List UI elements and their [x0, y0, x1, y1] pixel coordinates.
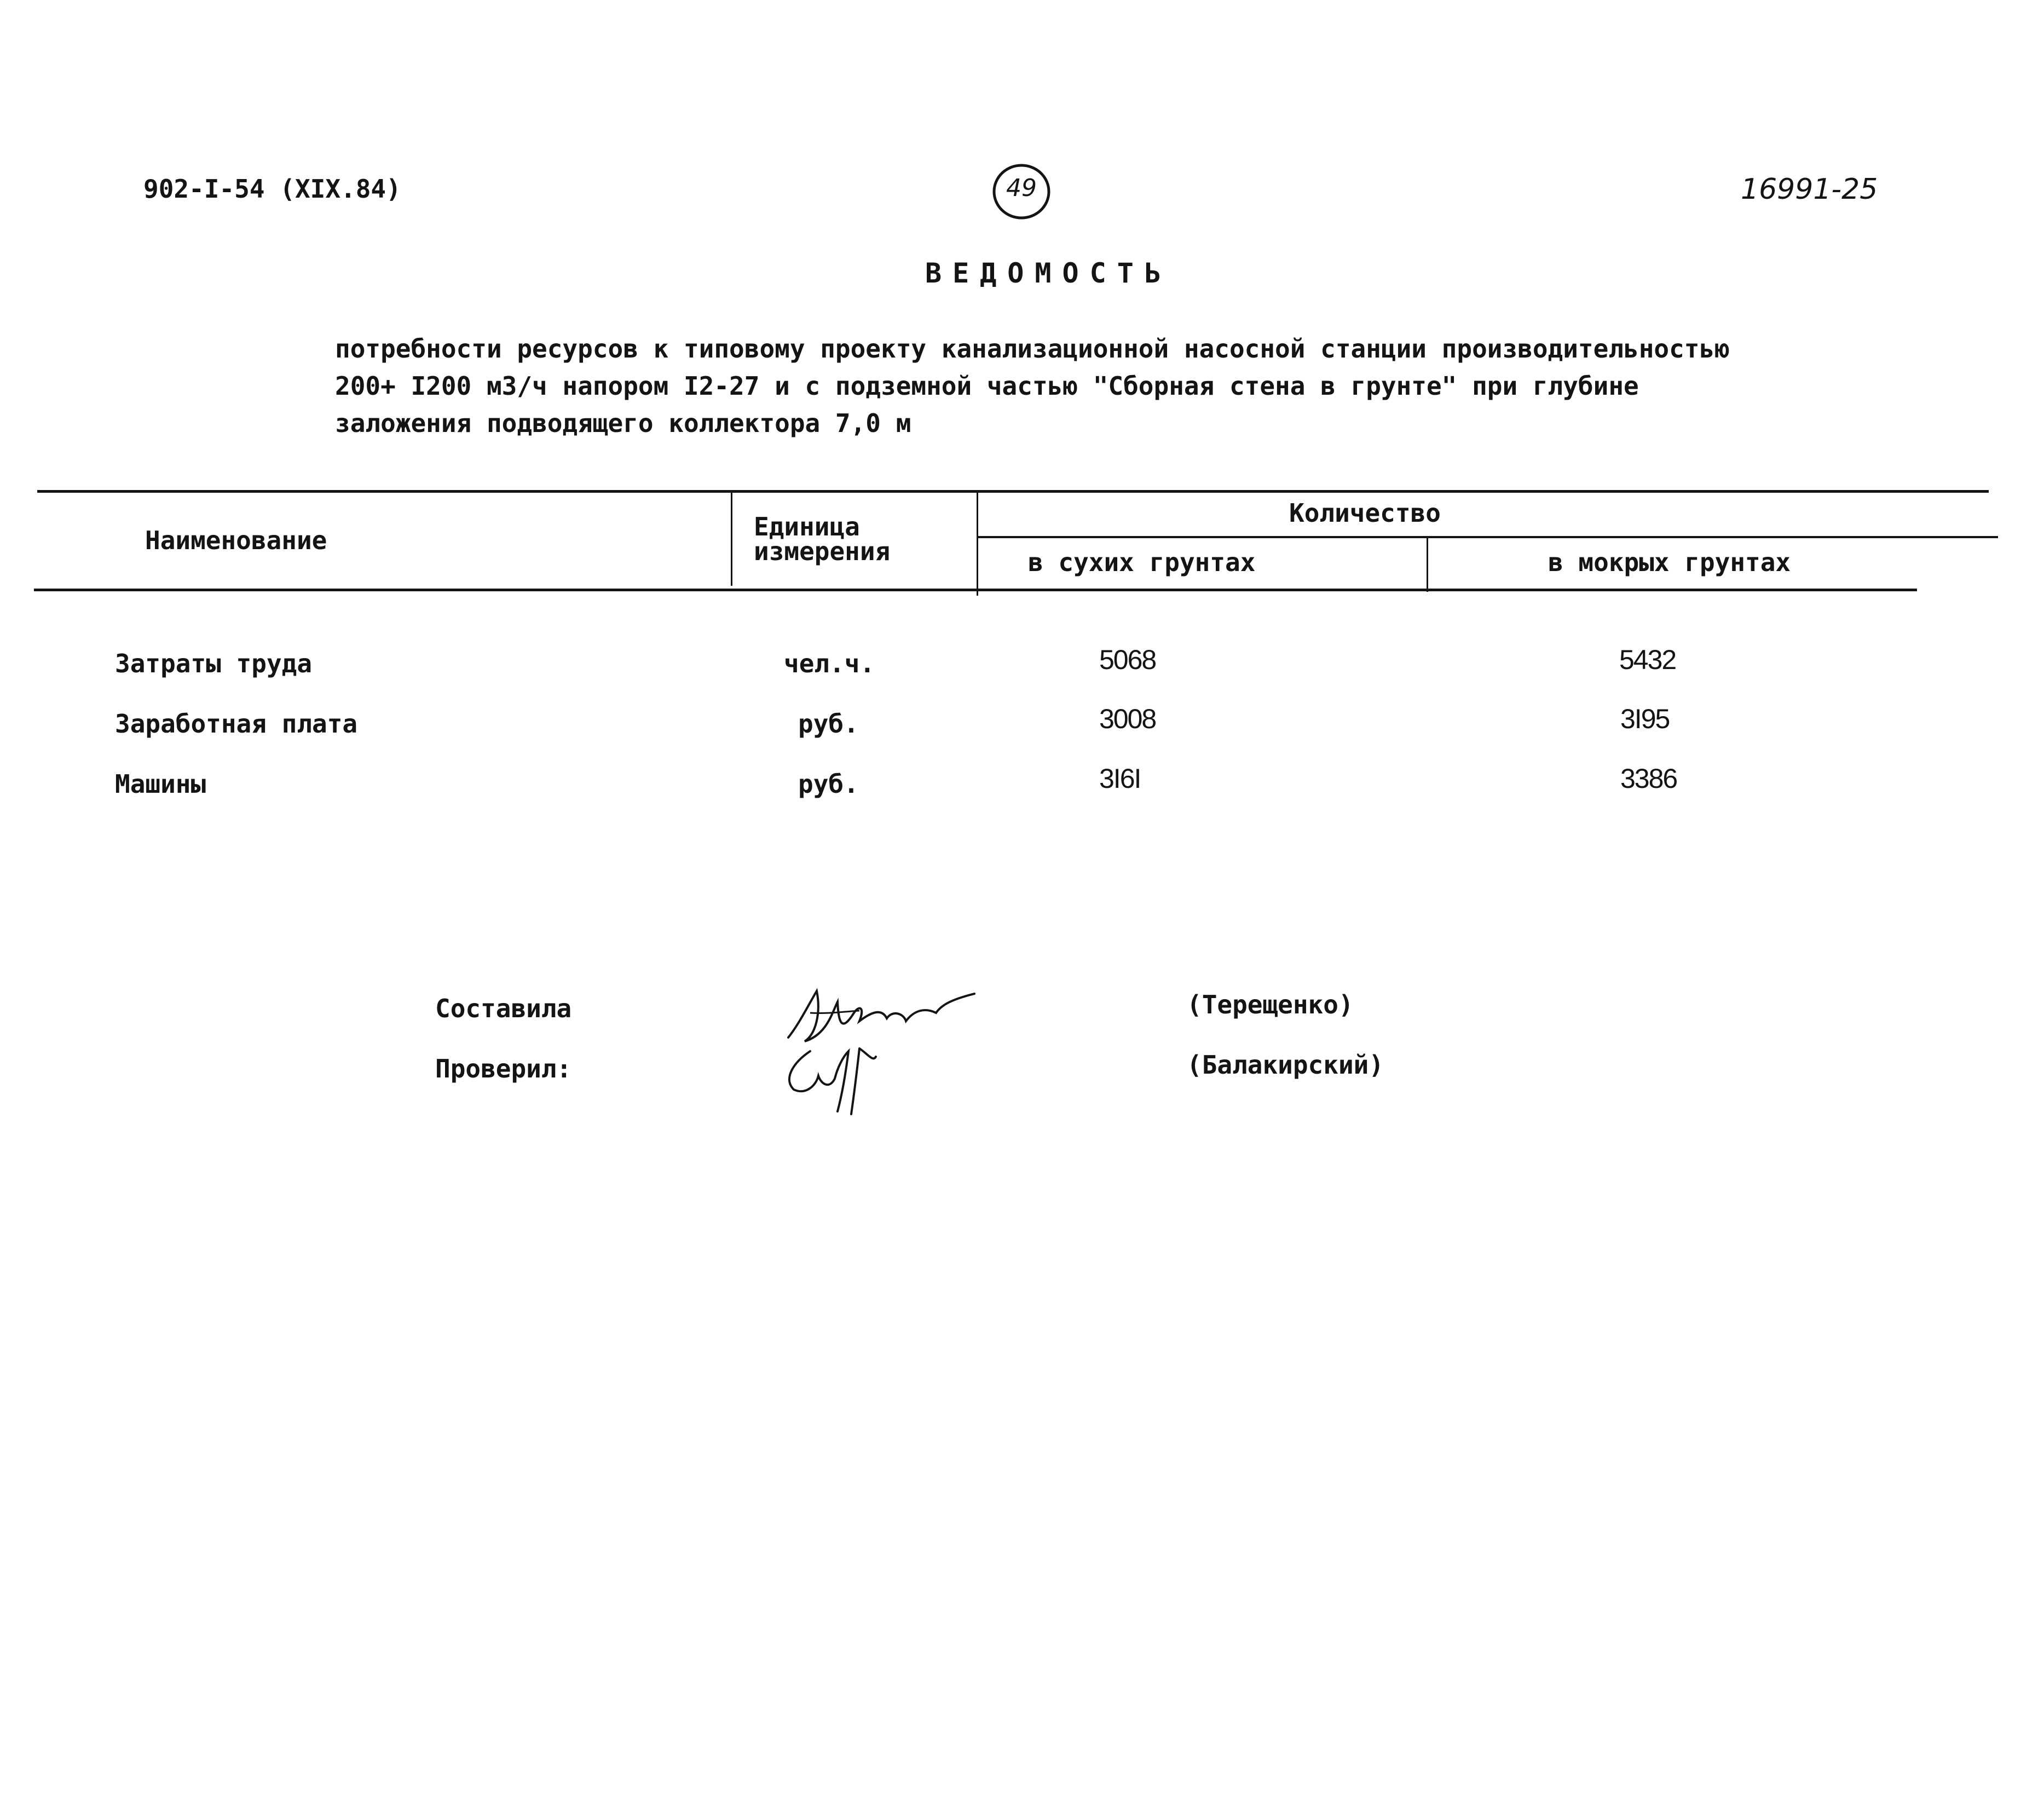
page-number: 49 — [1006, 174, 1037, 202]
column-header-wet: в мокрых грунтах — [1548, 547, 1791, 577]
column-divider-wet — [1427, 537, 1428, 592]
description-line-1: потребности ресурсов к типовому проекту канализационной насосной станции производительностью — [335, 334, 1730, 364]
document-code: 902-I-54 (XIX.84) — [143, 174, 401, 204]
description-line-3: заложения подводящего коллектора 7,0 м — [335, 408, 911, 438]
column-divider-quantity — [977, 492, 978, 596]
column-header-name: Наименование — [145, 526, 327, 555]
row-name: Машины — [115, 769, 206, 799]
checked-by-label: Проверил: — [435, 1054, 572, 1083]
row-wet-value: 3I95 — [1620, 704, 1670, 734]
row-unit: руб. — [798, 769, 859, 799]
row-name: Затраты труда — [115, 649, 313, 678]
column-header-unit-line-1: Единица — [754, 512, 860, 541]
row-wet-value: 5432 — [1619, 644, 1676, 675]
row-dry-value: 5068 — [1099, 644, 1156, 675]
checked-by-name: (Балакирский) — [1187, 1050, 1384, 1080]
page-number-stamp — [992, 162, 1051, 221]
document-title: ВЕДОМОСТЬ — [925, 257, 1172, 289]
table-top-rule — [37, 490, 1989, 493]
row-unit: чел.ч. — [784, 649, 875, 678]
column-header-dry: в сухих грунтах — [1028, 547, 1256, 577]
description-line-2: 200+ I200 м3/ч напором I2-27 и с подземной частью "Сборная стена в грунте" при глубине — [335, 371, 1639, 401]
row-dry-value: 3I6I — [1099, 763, 1141, 794]
row-dry-value: 3008 — [1099, 704, 1156, 734]
row-wet-value: 3386 — [1620, 763, 1677, 794]
column-header-unit-line-2: измерения — [754, 537, 891, 566]
compiled-by-name: (Терещенко) — [1187, 990, 1354, 1019]
table-header-bottom-rule — [34, 589, 1917, 591]
quantity-divider-rule — [978, 536, 1998, 538]
column-header-quantity: Количество — [1289, 498, 1441, 528]
sheet-code: 16991-25 — [1741, 173, 1878, 206]
column-divider-unit — [731, 492, 732, 586]
row-name: Заработная плата — [115, 709, 358, 739]
row-unit: руб. — [798, 709, 859, 739]
compiled-by-label: Составила — [435, 994, 572, 1023]
signature-checked-icon — [777, 1040, 920, 1117]
